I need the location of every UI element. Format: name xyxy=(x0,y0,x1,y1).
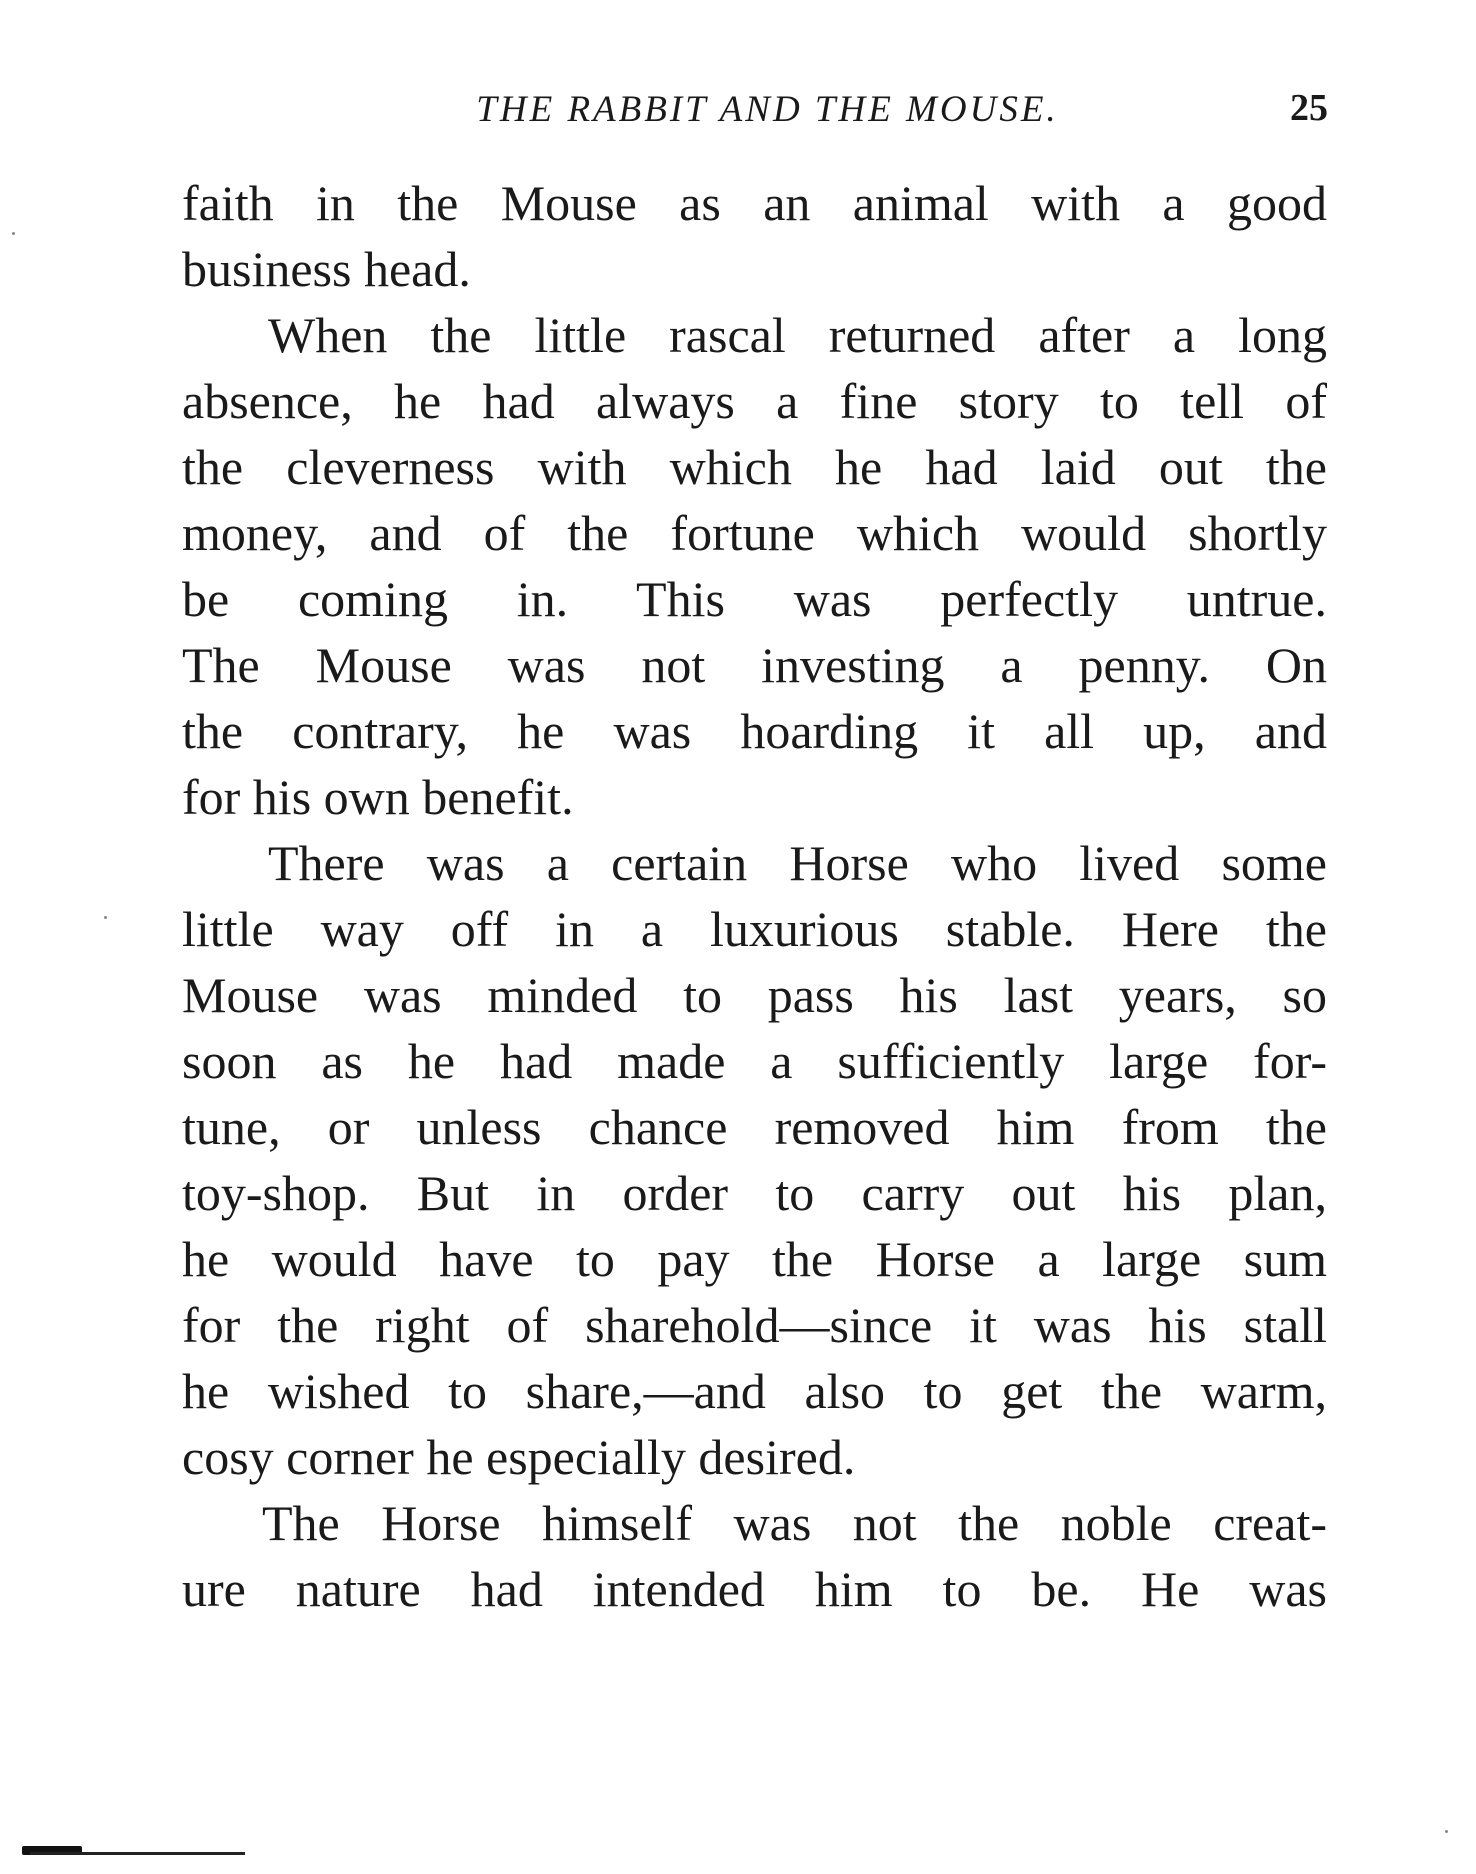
scan-speck xyxy=(12,232,15,235)
text-line: the contrary, he was hoarding it all up, and xyxy=(182,703,1327,759)
text-line: When the little rascal returned after a long xyxy=(268,307,1327,363)
text-line: faith in the Mouse as an animal with a good xyxy=(182,175,1327,231)
text-line: tune, or unless chance removed him from the xyxy=(182,1099,1327,1155)
scan-speck xyxy=(1445,1830,1448,1833)
text-line: absence, he had always a fine story to tell of xyxy=(182,373,1327,429)
text-line: for his own benefit. xyxy=(182,769,574,825)
running-head: THE RABBIT AND THE MOUSE. xyxy=(476,89,1059,130)
text-line: The Horse himself was not the noble creat- xyxy=(262,1495,1327,1551)
scan-speck xyxy=(104,916,107,919)
text-line: Mouse was minded to pass his last years, so xyxy=(182,967,1327,1023)
text-line: he would have to pay the Horse a large sum xyxy=(182,1231,1327,1287)
text-line: cosy corner he especially desired. xyxy=(182,1429,856,1485)
text-line: There was a certain Horse who lived some xyxy=(268,835,1327,891)
text-line: the cleverness with which he had laid out the xyxy=(182,439,1327,495)
text-line: for the right of sharehold—since it was his stall xyxy=(182,1297,1327,1353)
text-line: money, and of the fortune which would shortly xyxy=(182,505,1327,561)
text-line: soon as he had made a sufficiently large for- xyxy=(182,1033,1327,1089)
page-number: 25 xyxy=(1290,87,1328,129)
text-line: he wished to share,—and also to get the warm, xyxy=(182,1363,1327,1419)
text-line: be coming in. This was perfectly untrue. xyxy=(182,571,1327,627)
text-line: ure nature had intended him to be. He was xyxy=(182,1561,1327,1617)
text-line: little way off in a luxurious stable. Here the xyxy=(182,901,1327,957)
text-line: toy-shop. But in order to carry out his plan, xyxy=(182,1165,1327,1221)
text-line: The Mouse was not investing a penny. On xyxy=(182,637,1327,693)
bottom-rule xyxy=(30,1852,245,1855)
text-line: business head. xyxy=(182,241,471,297)
